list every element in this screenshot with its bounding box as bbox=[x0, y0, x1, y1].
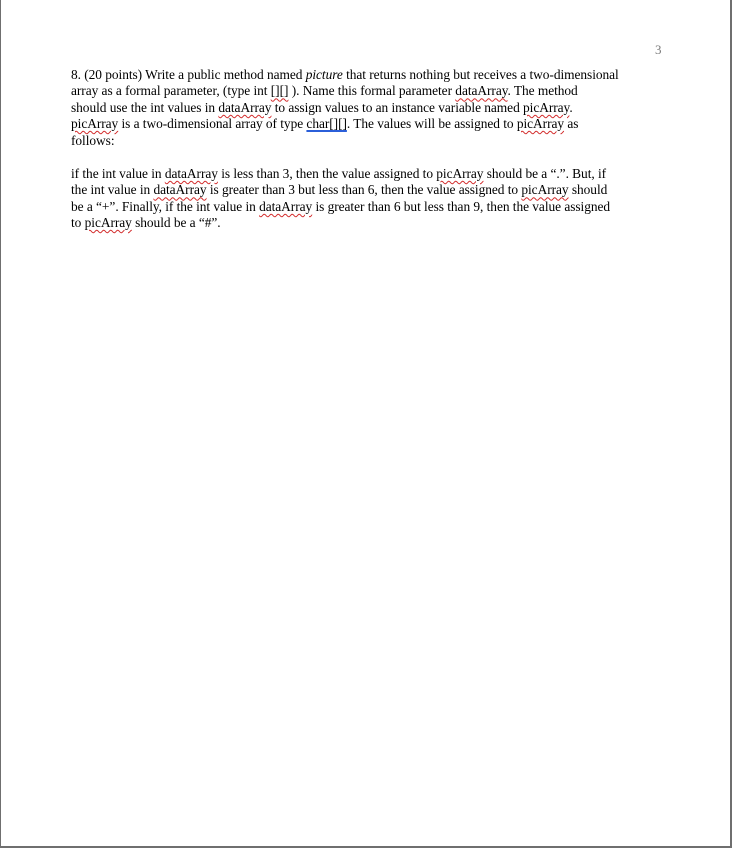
conditions-line-3 bbox=[71, 199, 669, 215]
var-dataArray: dataArray bbox=[259, 198, 313, 214]
text-run: should bbox=[568, 182, 608, 198]
var-picArray: picArray bbox=[516, 116, 565, 132]
text-run: is less than 3, then the value assigned to bbox=[217, 166, 437, 181]
var-dataArray: dataArray bbox=[218, 99, 272, 115]
text-run: should use the int values in bbox=[71, 99, 216, 115]
text-run: should be a “#”. bbox=[131, 215, 221, 231]
text-run: . The values will be assigned to bbox=[346, 116, 517, 132]
text-run: is greater than 3 but less than 6, then the value assigned to bbox=[206, 182, 522, 198]
question-line-5: follows: bbox=[71, 132, 115, 148]
text-run: be a “+”. Finally, if the int value in bbox=[71, 198, 260, 214]
conditions-line-1 bbox=[71, 166, 669, 182]
var-picArray: picArray bbox=[84, 215, 132, 231]
var-picArray: picArray bbox=[436, 166, 484, 181]
question-line-1 bbox=[71, 67, 669, 83]
text-run: should be a “.”. But, if bbox=[483, 166, 607, 181]
type-char-array: char[][] bbox=[306, 116, 347, 132]
text-run: is a two-dimensional array of type bbox=[118, 116, 307, 132]
param-name: dataArray bbox=[455, 83, 508, 99]
text-run: to assign values to an instance variable named bbox=[271, 99, 524, 115]
text-run: if the int value in bbox=[71, 166, 165, 181]
text-run: the int value in bbox=[71, 182, 154, 198]
question-line-3 bbox=[71, 100, 669, 116]
text-run: . The method bbox=[507, 83, 578, 99]
text-run: array as a formal parameter, (type int bbox=[71, 83, 271, 99]
question-paragraph bbox=[71, 67, 669, 149]
conditions-line-2 bbox=[71, 182, 669, 198]
text-run: is greater than 6 but less than 9, then the value assigned bbox=[312, 198, 611, 214]
var-picArray: picArray bbox=[521, 182, 569, 198]
var-dataArray: dataArray bbox=[153, 182, 207, 198]
conditions-line-4 bbox=[71, 215, 669, 231]
text-run: to bbox=[71, 215, 85, 231]
text-run: as bbox=[564, 116, 579, 132]
text-run: ). Name this formal parameter bbox=[288, 83, 456, 99]
var-picArray: picArray bbox=[71, 116, 119, 132]
page-number: 3 bbox=[655, 42, 662, 57]
text-run: . bbox=[569, 99, 573, 115]
question-line-2 bbox=[71, 83, 669, 99]
type-brackets: [][] bbox=[270, 83, 289, 99]
var-dataArray: dataArray bbox=[164, 166, 218, 181]
method-name: picture bbox=[305, 67, 343, 82]
text-run: that returns nothing but receives a two-dimensional bbox=[342, 67, 619, 82]
var-picArray: picArray bbox=[523, 99, 570, 115]
text-run: 8. (20 points) Write a public method named bbox=[71, 67, 306, 82]
conditions-paragraph bbox=[71, 166, 669, 232]
question-line-4 bbox=[71, 116, 669, 132]
